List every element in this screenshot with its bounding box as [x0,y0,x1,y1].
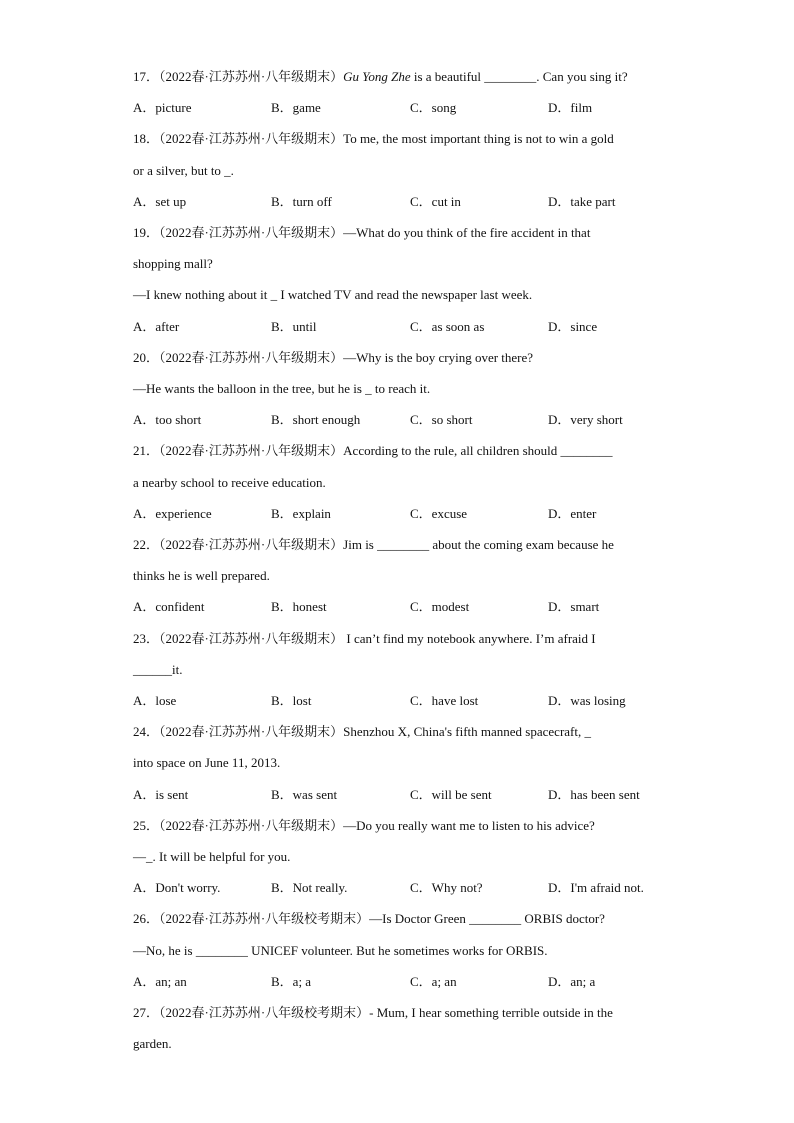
answer-option-d: D．very short [548,412,623,428]
question-stem-line [133,1035,664,1053]
question-stem-line [133,754,664,772]
stem-text: —_. It will be helpful for you. [133,849,291,864]
answer-option-c: C．Why not? [410,880,483,896]
answer-option-a: A．Don't worry. [133,880,221,896]
stem-text: into space on June 11, 2013. [133,755,281,771]
answer-option-d: D．take part [548,193,616,209]
question-stem [133,910,664,928]
stem-text: 21．（2022春·江苏苏州·八年级期末）According to the rule, all children should ________ [133,443,613,459]
answer-option-c: C．as soon as [410,318,485,334]
answer-option-b: B．honest [271,599,327,615]
answer-option-c: C．modest [410,599,470,615]
answer-option-a: A．confident [133,599,205,615]
stem-text: —No, he is ________ UNICEF volunteer. But he sometimes works for ORBIS. [133,942,548,958]
question-stem-line [133,474,664,492]
stem-text: —He wants the balloon in the tree, but he is _ to reach it. [133,381,431,396]
question-stem-line [133,661,664,679]
question-stem [133,68,664,86]
answer-option-c: C．cut in [410,193,461,209]
answer-option-d: D．an; a [548,973,596,989]
answer-option-d: D．has been sent [548,786,640,802]
stem-italic-title: Gu Yong Zhe [343,69,411,84]
answer-option-b: B．game [271,100,321,116]
question-stem [133,536,664,554]
answer-option-c: C．will be sent [410,786,492,802]
answer-option-b: B．was sent [271,786,338,802]
stem-text: shopping mall? [133,256,213,272]
answer-option-d: D．I'm afraid not. [548,880,644,896]
stem-text: or a silver, but to _. [133,162,234,178]
answer-option-a: A．lose [133,693,177,708]
answer-option-a: A．after [133,318,180,334]
stem-text: —I knew nothing about it _ I watched TV and read the newspaper last week. [133,287,533,303]
question-stem [133,817,664,835]
answer-option-a: A．set up [133,193,187,209]
answer-option-b: B．short enough [271,412,361,428]
question-stem-line [133,848,664,866]
stem-text: thinks he is well prepared. [133,568,270,584]
question-stem [133,224,664,242]
stem-text: 19．（2022春·江苏苏州·八年级期末）—What do you think of the fire accident in that [133,225,591,240]
stem-text: 24．（2022春·江苏苏州·八年级期末）Shenzhou X, China's fifth manned spacecraft, _ [133,724,591,740]
question-stem [133,442,664,460]
answer-option-d: D．enter [548,505,597,521]
answer-option-b: B．turn off [271,193,332,209]
stem-text: 22．（2022春·江苏苏州·八年级期末）Jim is ________ about the coming exam because he [133,537,614,552]
answer-option-c: C．have lost [410,693,479,708]
answer-option-a: A．is sent [133,786,189,802]
answer-option-b: B．explain [271,505,331,521]
answer-option-c: C．song [410,100,457,116]
question-stem [133,630,664,648]
answer-option-d: D．was losing [548,693,626,708]
answer-option-b: B．Not really. [271,880,348,896]
answer-option-d: D．since [548,318,598,334]
answer-option-c: C．a; an [410,973,457,989]
question-stem [133,1004,664,1022]
question-stem [133,349,664,367]
stem-text: 20．（2022春·江苏苏州·八年级期末）—Why is the boy crying over there? [133,349,534,365]
answer-option-a: A．experience [133,505,212,521]
question-stem-line [133,162,664,180]
answer-option-b: B．a; a [271,973,312,989]
question-stem [133,130,664,148]
answer-option-a: A．too short [133,412,202,428]
stem-text: 26．（2022春·江苏苏州·八年级校考期末）—Is Doctor Green ________ ORBIS doctor? [133,911,605,927]
question-stem-line [133,380,664,398]
answer-option-d: D．film [548,100,593,116]
stem-text: 25．（2022春·江苏苏州·八年级期末）—Do you really want me to listen to his advice? [133,817,595,833]
stem-text: is a beautiful ________. Can you sing it? [410,69,628,84]
answer-option-a: A．an; an [133,973,187,989]
question-stem-line [133,255,664,273]
stem-text: 17．（2022春·江苏苏州·八年级期末） [133,69,344,84]
stem-text: a nearby school to receive education. [133,474,326,490]
answer-option-c: C．so short [410,412,473,428]
question-stem-line [133,942,664,960]
stem-text: 27．（2022春·江苏苏州·八年级校考期末）- Mum, I hear something terrible outside in the [133,1005,613,1020]
question-stem-line [133,286,664,304]
answer-option-b: B．until [271,318,317,334]
answer-option-c: C．excuse [410,505,468,521]
answer-option-b: B．lost [271,693,312,708]
stem-text: 23．（2022春·江苏苏州·八年级期末） I can’t find my notebook anywhere. I’m afraid I [133,630,596,646]
stem-text: 18．（2022春·江苏苏州·八年级期末）To me, the most important thing is not to win a gold [133,131,614,147]
answer-option-d: D．smart [548,599,600,615]
stem-text: garden. [133,1036,172,1052]
question-stem [133,723,664,741]
answer-option-a: A．picture [133,100,192,116]
stem-text: ______it. [133,661,183,677]
question-stem-line [133,567,664,585]
